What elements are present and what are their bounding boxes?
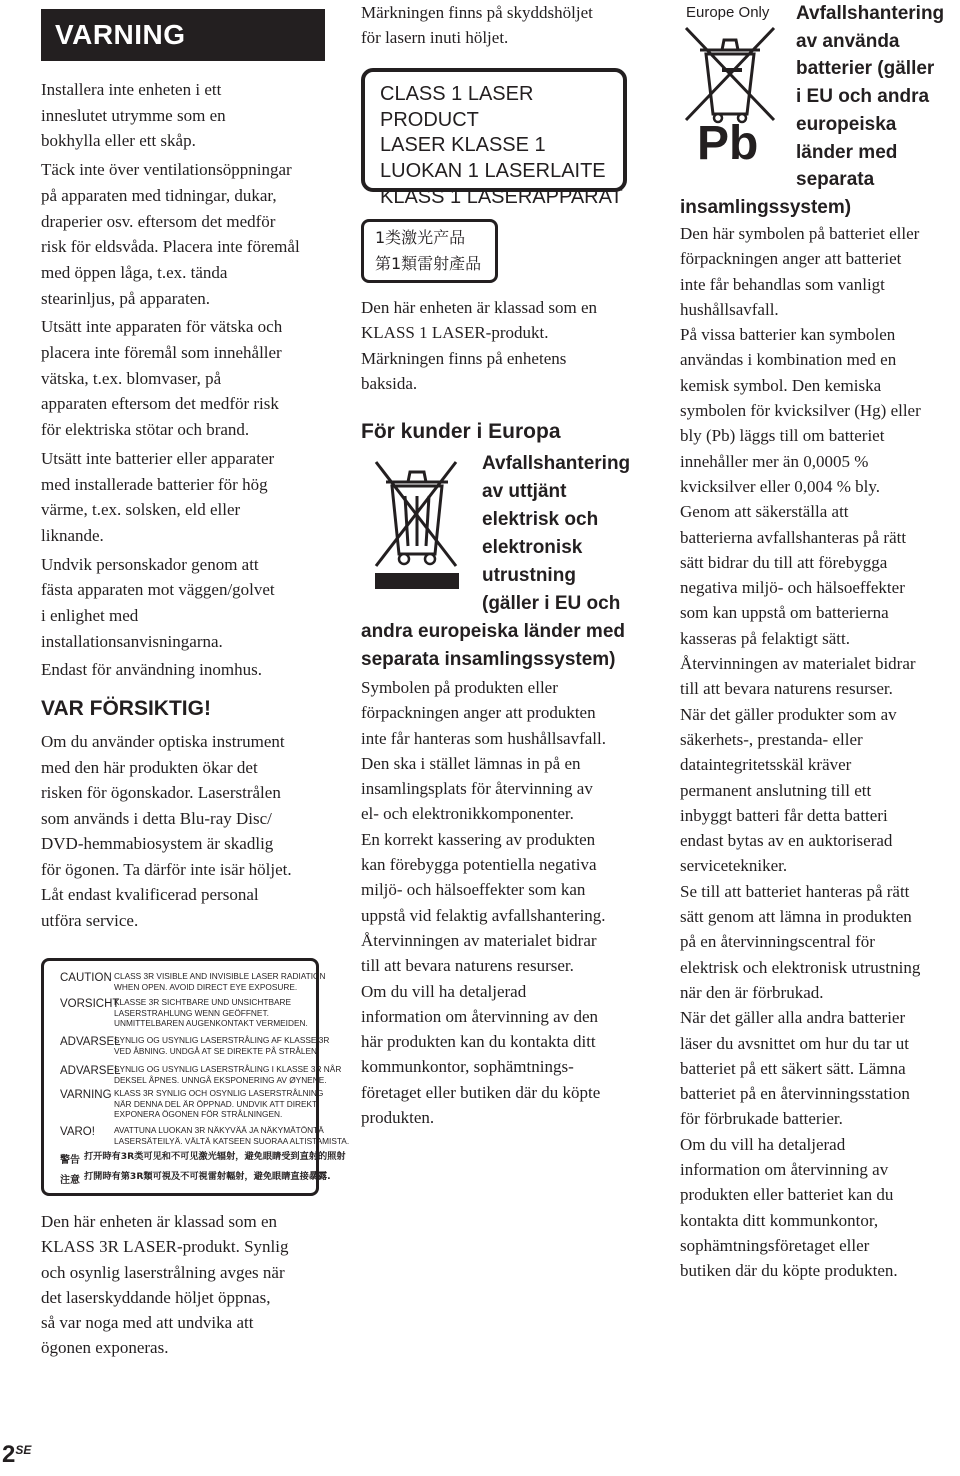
text-line: förpackningen anger att batteriet: [680, 249, 902, 269]
varning-title: VARNING: [41, 9, 325, 61]
laser-caution-label: [41, 958, 350, 1196]
caution-lang-text: NÄR DENNA DEL ÄR ÖPPNAD. UNDVIK ATT DIREKT: [114, 1098, 318, 1109]
page-number: $2^{SE}$: [2, 1441, 32, 1468]
heading-line: av använda: [796, 30, 900, 52]
caution-lang-label: ADVARSEL: [60, 1036, 121, 1048]
text-line: Märkningen finns på skyddshöljet: [361, 3, 593, 22]
caution-lang-label: 警告: [60, 1155, 80, 1166]
cn-label-line: 1类激光产品: [375, 228, 466, 247]
text-line: Utsätt inte batterier eller apparater: [41, 448, 275, 468]
heading-line: insamlingssystem): [680, 196, 852, 218]
text-line: installationsanvisningarna.: [41, 631, 223, 651]
text-line: liknande.: [41, 525, 104, 545]
text-line: Symbolen på produkten eller: [361, 678, 558, 697]
battery-heading: [680, 0, 960, 222]
text-line: produkten.: [361, 1108, 435, 1128]
text-line: Täck inte över ventilationsöppningar: [41, 160, 292, 180]
text-line: som används i detta Blu-ray Disc/: [41, 808, 272, 828]
text-line: som kan uppstå om batterierna: [680, 603, 889, 623]
text-line: baksida.: [361, 373, 418, 393]
text-line: till att bevara naturens resurser.: [680, 679, 893, 699]
heading-line: av uttjänt: [482, 481, 567, 502]
text-line: ögonen exponeras.: [41, 1338, 169, 1358]
text-line: kommunkontor, sophämtnings-: [361, 1057, 574, 1077]
heading-line: elektronisk: [482, 537, 583, 558]
text-line: bokhylla eller ett skåp.: [41, 131, 196, 151]
text-line: till att bevara naturens resurser.: [361, 956, 574, 976]
caution-lang-text: AVATTUNA LUOKAN 3R NÄKYVÄÄ JA NÄKYMÄTÖNTÄ: [114, 1125, 324, 1135]
text-line: Den ska i stället lämnas in på en: [361, 753, 581, 773]
text-line: permanent anslutning till ett: [680, 780, 872, 800]
text-line: bly (Pb) läggs till om batteriet: [680, 426, 885, 446]
text-line: DVD-hemmabiosystem är skadlig: [41, 834, 274, 853]
text-line: information om återvinning av: [680, 1159, 889, 1179]
text-line: fästa apparaten mot väggen/golvet: [41, 580, 275, 600]
heading-line: batterier (gäller: [796, 58, 935, 80]
heading-line: separata insamlingssystem): [361, 649, 616, 670]
caution-lang-text: SYNLIG OG USYNLIG LASERSTRÅLING I KLASSE 3R NÅR: [114, 1064, 342, 1074]
text-line: insamlingsplats för återvinning av: [361, 779, 593, 799]
text-line: Om du vill ha detaljerad: [361, 981, 527, 1001]
caution-lang-text: 打开時有3R类可见和不可见激光辐射，避免眼睛受到直射的照射: [84, 1151, 346, 1162]
caution-lang-label: VORSICHT: [60, 998, 120, 1010]
heading-line: europeiska: [796, 113, 897, 135]
text-line: batteriet på ett säkert sätt. Lämna: [680, 1058, 906, 1078]
class3r-text: [41, 1209, 331, 1361]
caution-lang-label: VARNING: [60, 1089, 112, 1101]
text-line: för lasern inuti höljet.: [361, 28, 509, 48]
text-line: el- och elektronikkomponenter.: [361, 804, 574, 824]
text-line: för ögonen. Ta därför inte isär höljet.: [41, 859, 292, 879]
heading-line: (gäller i EU och: [482, 593, 621, 614]
caution-lang-text: UNMITTELBAREN AUGENKONTAKT VERMEIDEN.: [114, 1018, 308, 1028]
caution-lang-text: KLASSE 3R SICHTBARE UND UNSICHTBARE: [114, 997, 292, 1007]
text-line: här produkten kan du kontakta ditt: [361, 1032, 596, 1052]
text-line: Undvik personskador genom att: [41, 554, 259, 574]
battery-text: [680, 221, 960, 1283]
weee-heading: [361, 450, 651, 674]
caution-lang-text: LASERSÄTEILYÄ. VÄLTÄ KATSEEN SUORAA ALTISTAMISTA.: [114, 1135, 350, 1146]
caution-lang-text: DEKSEL ÅPNES. UNNGÅ EKSPONERING AV ØYNENE.: [114, 1074, 327, 1085]
text-line: hushållsavfall.: [680, 299, 779, 319]
text-line: Återvinningen av materialet bidrar: [680, 654, 916, 674]
text-line: kontakta ditt kommunkontor,: [680, 1210, 879, 1230]
caution-lang-text: VED ÅBNING. UNDGÅ AT SE DIREKTE PÅ STRÅLEN.: [114, 1045, 320, 1056]
text-line: vätska, t.ex. blomvaser, på: [41, 368, 222, 388]
heading-line: Avfallshantering: [796, 3, 945, 24]
class1-text: [361, 295, 651, 396]
text-line: draperier osv. eftersom det medför: [41, 211, 276, 231]
chinese-laser-label: [361, 219, 498, 283]
text-line: värme, t.ex. solsken, eld eller: [41, 500, 241, 520]
text-line: endast bytas av en auktoriserad: [680, 831, 893, 851]
heading-line: andra europeiska länder med: [361, 621, 625, 642]
text-line: det laserskyddande höljet öppnas,: [41, 1287, 271, 1307]
caution-lang-text: WHEN OPEN. AVOID DIRECT EYE EXPOSURE.: [114, 981, 298, 992]
text-line: Genom att säkerställa att: [680, 502, 849, 522]
text-line: i enlighet med: [41, 606, 139, 626]
text-line: risk för eldsvåda. Placera inte föremål: [41, 237, 300, 257]
cn-label-line: 第1類雷射產品: [375, 254, 482, 273]
caution-lang-text: 打開時有第3R類可視及不可視雷射輻射，避免眼睛直接暴露.: [84, 1171, 331, 1182]
caution-heading: VAR FÖRSIKTIG!: [41, 697, 211, 720]
text-line: batteriet på en återvinningsstation: [680, 1084, 910, 1104]
text-line: på en återvinningscentral för: [680, 932, 875, 952]
text-line: stearinljus, på apparaten.: [41, 288, 210, 308]
text-line: En korrekt kassering av produkten: [361, 829, 596, 849]
text-line: med öppen låga, t.ex. tända: [41, 262, 228, 282]
text-line: kemisk symbol. Den kemiska: [680, 375, 882, 395]
text-line: Den här symbolen på batteriet eller: [680, 224, 920, 243]
text-line: Installera inte enheten i ett: [41, 80, 222, 99]
text-line: kan förebygga potentiella negativa: [361, 855, 597, 875]
text-line: Se till att batteriet hanteras på rätt: [680, 881, 910, 901]
text-line: Den här enheten är klassad som en: [361, 298, 598, 317]
caution-lang-label: ADVARSEL: [60, 1065, 121, 1077]
text-line: sätt bidrar du till att förebygga: [680, 552, 888, 572]
text-line: med installerade batterier för hög: [41, 474, 268, 494]
text-line: Den här enheten är klassad som en: [41, 1212, 278, 1231]
text-line: och osynlig laserstrålning avges när: [41, 1262, 285, 1282]
caution-lang-text: CLASS 3R VISIBLE AND INVISIBLE LASER RADIATION: [114, 971, 326, 981]
pb-symbol: Pb: [697, 117, 759, 170]
text-line: Märkningen finns på enhetens: [361, 348, 567, 368]
caution-lang-label: VARO!: [60, 1126, 95, 1138]
text-line: uppstå vid felaktig avfallshantering.: [361, 905, 606, 925]
weee-text: [361, 675, 651, 1130]
heading-line: utrustning: [482, 565, 576, 586]
text-line: symbolen för kvicksilver (Hg) eller: [680, 401, 921, 421]
text-line: När det gäller alla andra batterier: [680, 1008, 906, 1028]
caution-lang-label: 注意: [60, 1175, 80, 1186]
heading-line: separata: [796, 169, 875, 191]
text-line: Endast för användning inomhus.: [41, 660, 262, 680]
text-line: Om du använder optiska instrument: [41, 732, 285, 751]
text-line: för elektriska stötar och brand.: [41, 420, 250, 440]
heading-line: elektrisk och: [482, 509, 599, 530]
text-line: På vissa batterier kan symbolen: [680, 325, 896, 345]
caution-lang-text: SYNLIG OG USYNLIG LASERSTRÅLING AF KLASSE 3R: [114, 1035, 330, 1045]
text-line: Låt endast kvalificerad personal: [41, 885, 259, 904]
text-line: för förbrukade batterier.: [680, 1109, 843, 1129]
text-line: apparaten eftersom det medför risk: [41, 394, 279, 414]
intro-text: [361, 0, 651, 51]
text-line: säkerhets-, prestanda- eller: [680, 729, 863, 749]
text-line: servicetekniker.: [680, 856, 788, 876]
text-line: KLASS 3R LASER-produkt. Synlig: [41, 1237, 289, 1257]
text-line: utföra service.: [41, 910, 139, 930]
laser-label-line: CLASS 1 LASER PRODUCT: [380, 83, 534, 131]
text-line: information om återvinning av den: [361, 1006, 598, 1026]
heading-line: Avfallshantering: [482, 453, 631, 474]
text-line: på apparaten med tidningar, dukar,: [41, 185, 277, 205]
text-line: inbyggt batteri får detta batteri: [680, 805, 888, 825]
text-line: inte får behandlas som vanligt: [680, 274, 885, 294]
europe-only-label: Europe Only: [686, 4, 770, 21]
text-line: så var noga med att undvika att: [41, 1313, 254, 1333]
text-line: läser du avsnittet om hur du tar ut: [680, 1033, 909, 1053]
text-line: elektrisk och elektronisk utrustning: [680, 957, 921, 977]
text-line: kvicksilver eller 0,004 % bly.: [680, 476, 881, 496]
warning-text: [41, 77, 331, 683]
text-line: sätt genom att lämna in produkten: [680, 907, 912, 927]
text-line: när den är förbrukad.: [680, 982, 824, 1002]
text-line: kasseras på felaktigt sätt.: [680, 628, 850, 648]
text-line: inneslutet utrymme som en: [41, 105, 226, 125]
caution-lang-text: LASERSTRAHLUNG WENN GEÖFFNET.: [114, 1007, 269, 1018]
laser-label-line: LASER KLASSE 1: [380, 134, 546, 157]
caution-lang-label: CAUTION: [60, 972, 112, 984]
text-line: sophämtningsföretaget eller: [680, 1235, 870, 1255]
text-line: När det gäller produkter som av: [680, 704, 897, 724]
laser-label-line: KLASS 1 LASERAPPARAT: [380, 185, 623, 208]
text-line: innehåller mer än 0,0005 %: [680, 451, 869, 471]
laser-label-line: LUOKAN 1 LASERLAITE: [380, 160, 606, 183]
heading-line: i EU och andra: [796, 86, 930, 108]
caution-lang-text: EXPONERA ÖGONEN FÖR STRÅLNINGEN.: [114, 1109, 283, 1119]
text-line: miljö- och hälsoeffekter som kan: [361, 880, 586, 900]
text-line: användas i kombination med en: [680, 350, 897, 370]
caution-text: [41, 729, 336, 933]
text-line: batterierna avfallshanteras på rätt: [680, 527, 907, 547]
text-line: KLASS 1 LASER-produkt.: [361, 323, 549, 343]
text-line: inte får hanteras som hushållsavfall.: [361, 728, 607, 748]
text-line: Återvinningen av materialet bidrar: [361, 930, 597, 950]
text-line: Utsätt inte apparaten för vätska och: [41, 317, 283, 337]
caution-lang-text: KLASS 3R SYNLIG OCH OSYNLIG LASERSTRÅLNING: [114, 1088, 324, 1098]
text-line: med den här produkten ökar det: [41, 757, 258, 777]
text-line: dataintegritetsskäl kräver: [680, 755, 852, 775]
text-line: negativa miljö- och hälsoeffekter: [680, 578, 905, 598]
class1-laser-label: [361, 68, 627, 208]
text-line: placera inte föremål som innehåller: [41, 343, 282, 363]
heading-line: länder med: [796, 141, 898, 163]
text-line: förpackningen anger att produkten: [361, 703, 596, 723]
text-line: företaget eller butiken där du köpte: [361, 1082, 601, 1102]
europe-heading: För kunder i Europa: [361, 420, 561, 443]
text-line: butiken där du köpte produkten.: [680, 1261, 898, 1281]
text-line: produkten eller batteriet kan du: [680, 1185, 894, 1205]
text-line: risken för ögonskador. Laserstrålen: [41, 783, 281, 802]
text-line: Om du vill ha detaljerad: [680, 1134, 846, 1154]
